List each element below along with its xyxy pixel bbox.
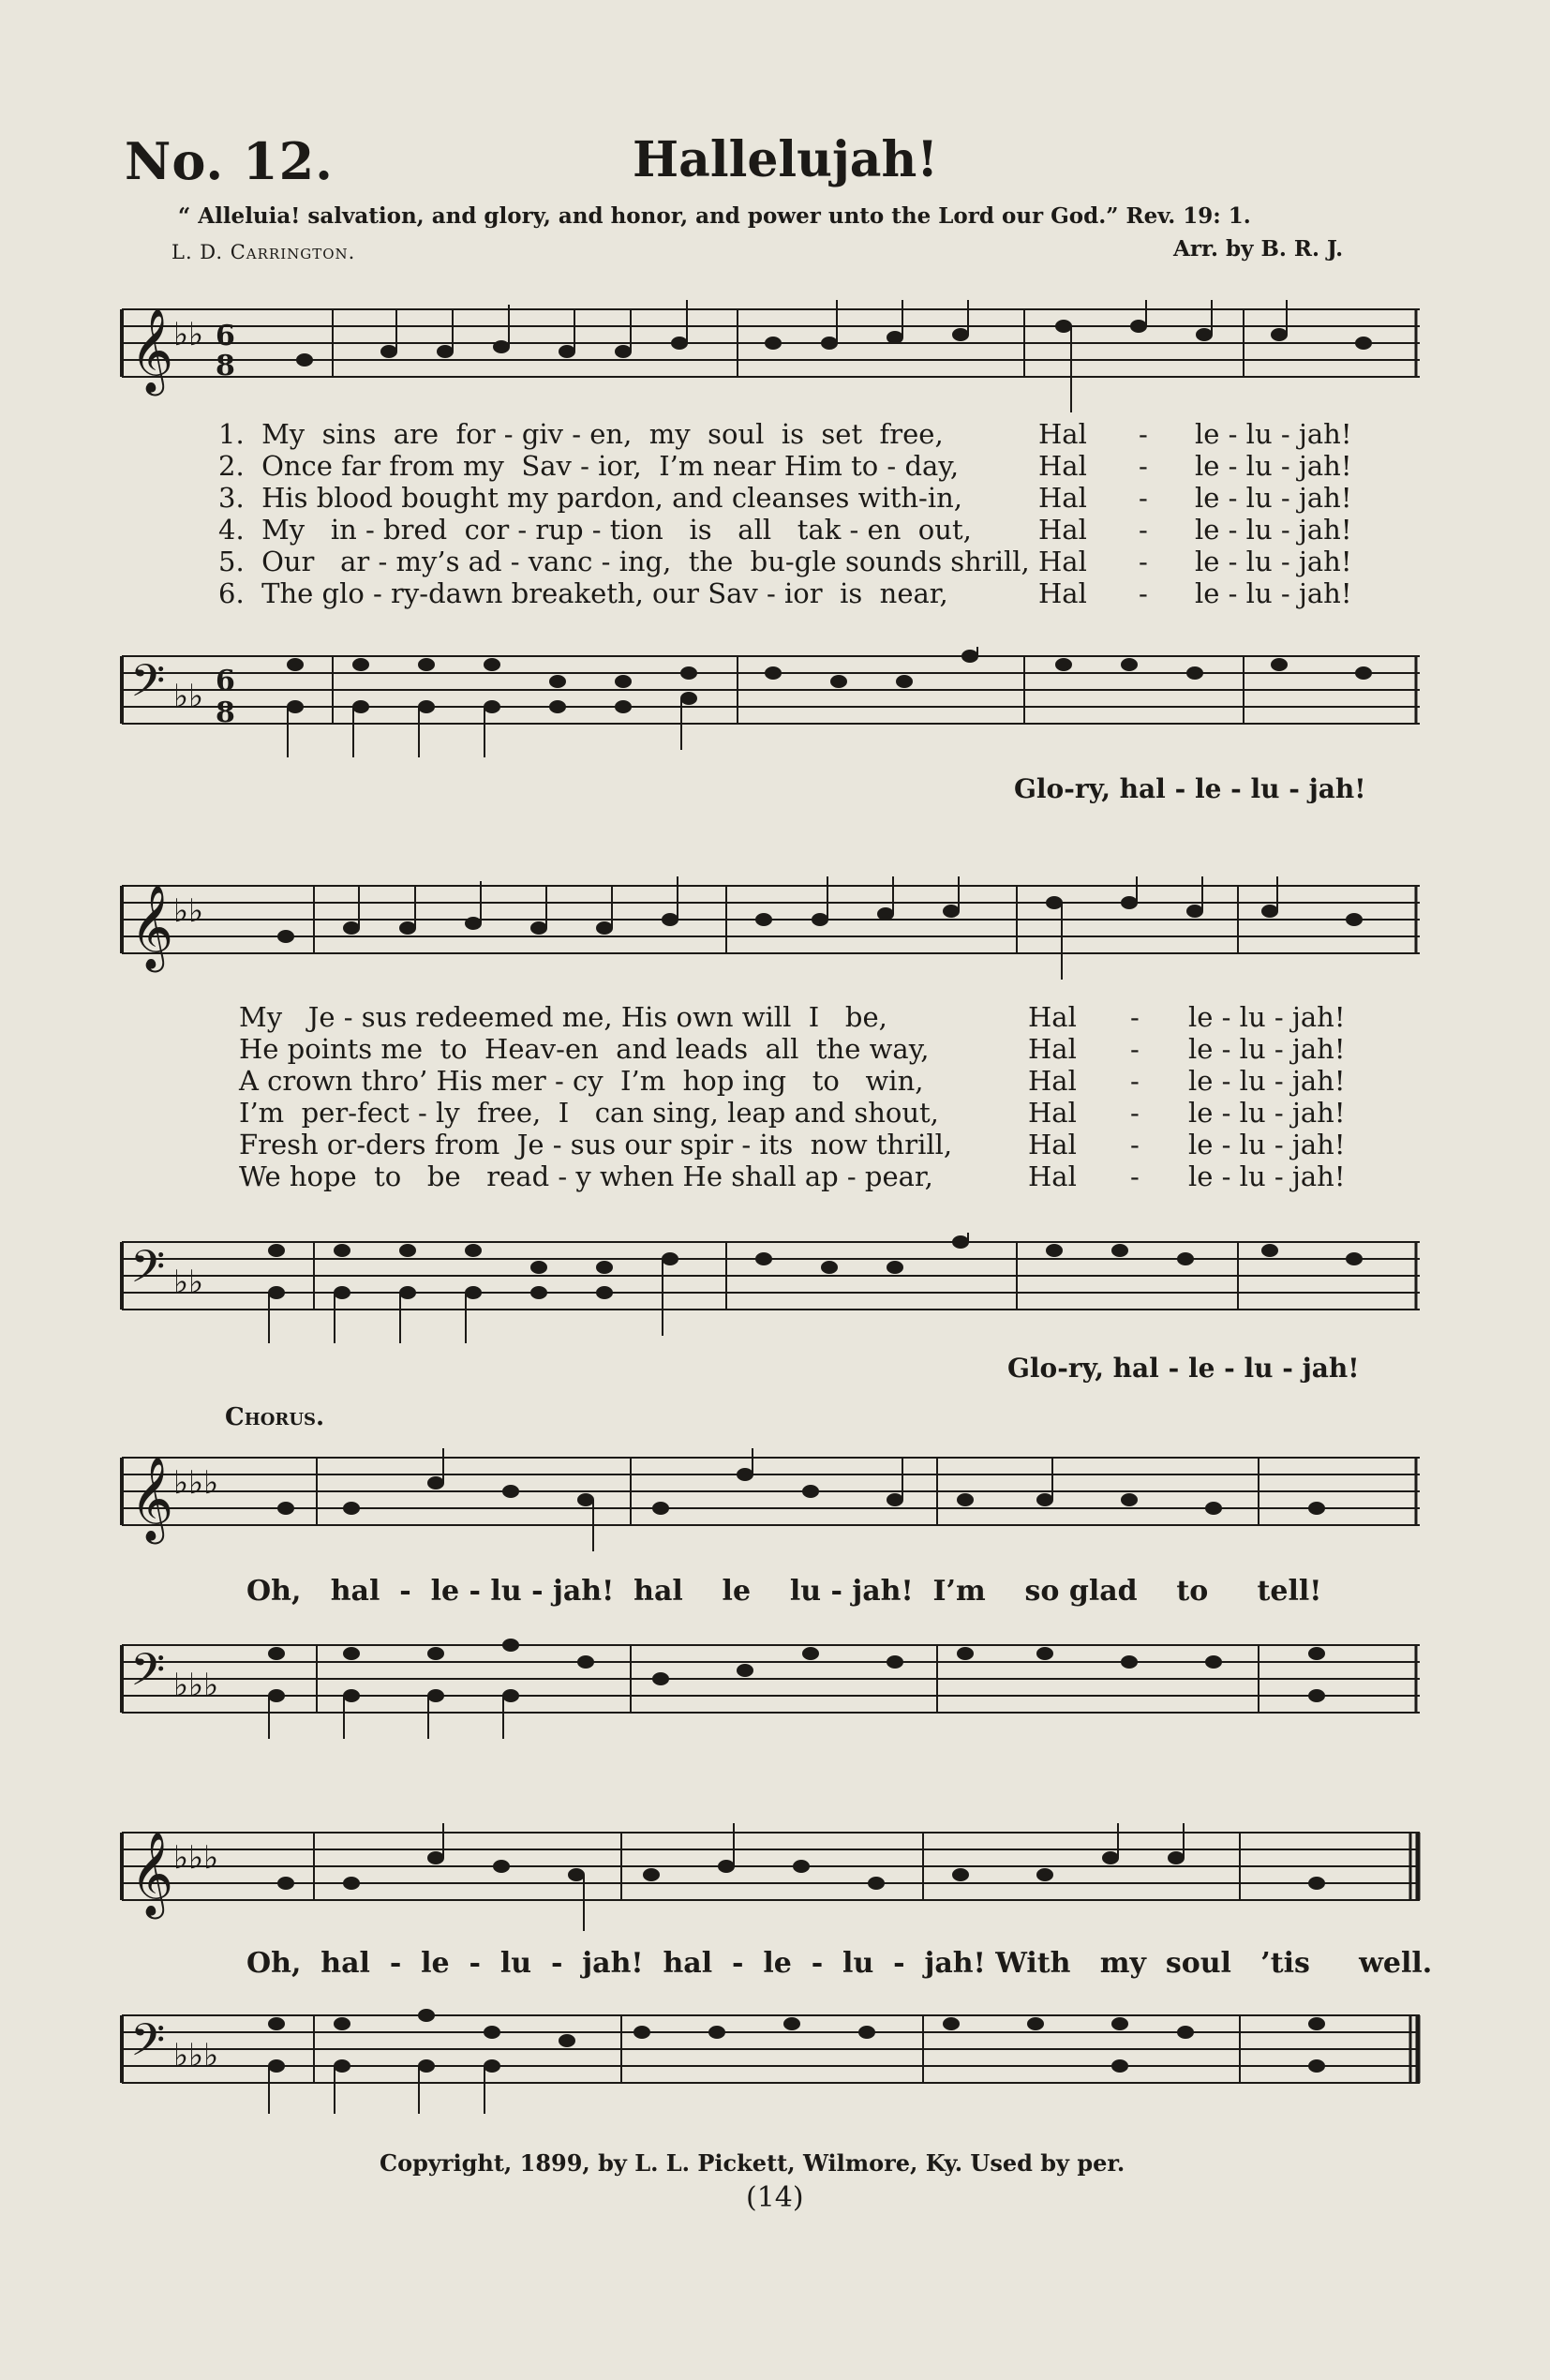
hyphen-4: - (1139, 514, 1148, 546)
hymn-title: Hallelujah! (633, 131, 939, 188)
treble-staff-chorus-1 (117, 1448, 1429, 1561)
hal-syllable-1: Hal (1038, 418, 1087, 450)
hal-syllable-6: Hal (1038, 577, 1087, 609)
svg-text:𝄢: 𝄢 (130, 2013, 166, 2077)
hal-syllable-5: Hal (1038, 546, 1087, 577)
copyright-notice: Copyright, 1899, by L. L. Pickett, Wilmore, Ky. Used by per. (380, 2149, 1125, 2177)
verse-4-line-b: I’m per-fect - ly free, I can sing, leap and shout, (239, 1097, 939, 1129)
lujah-5: le - lu - jah! (1195, 546, 1352, 577)
hal-syllable-b6: Hal (1028, 1160, 1077, 1192)
chorus-label: Chorus. (225, 1403, 325, 1431)
verse-2-line-a: 2. Once far from my Sav - ior, I’m near Him to - day, (218, 450, 960, 482)
hal-syllable-b2: Hal (1028, 1033, 1077, 1065)
verse-3-line-b: A crown thro’ His mer - cy I’m hop ing to win, (239, 1065, 924, 1097)
svg-text:♭♭: ♭♭ (173, 678, 204, 715)
hyphen-b5: - (1130, 1129, 1140, 1160)
page-number: (14) (746, 2181, 804, 2214)
svg-text:𝄢: 𝄢 (130, 1240, 166, 1304)
hyphen-b6: - (1130, 1160, 1140, 1192)
hyphen-1: - (1139, 418, 1148, 450)
treble-staff-system-1 (117, 300, 1429, 412)
author-credit: L. D. Carrington. (171, 241, 356, 263)
svg-text:𝄞: 𝄞 (130, 308, 174, 393)
hyphen-2: - (1139, 450, 1148, 482)
verse-1-line-a: 1. My sins are for - giv - en, my soul is set free, (218, 418, 944, 450)
bass-staff-chorus-1 (117, 1636, 1429, 1758)
bass-staff-chorus-2 (117, 2006, 1429, 2128)
lujah-4: le - lu - jah! (1195, 514, 1352, 546)
hymn-number: No. 12. (125, 131, 334, 191)
arranger-credit: Arr. by B. R. J. (1173, 236, 1344, 262)
hal-syllable-b3: Hal (1028, 1065, 1077, 1097)
lujah-b3: le - lu - jah! (1188, 1065, 1346, 1097)
svg-text:𝄞: 𝄞 (130, 1832, 174, 1916)
lujah-b2: le - lu - jah! (1188, 1033, 1346, 1065)
svg-text:𝄢: 𝄢 (130, 654, 166, 718)
hal-syllable-3: Hal (1038, 482, 1087, 514)
svg-text:♭♭♭: ♭♭♭ (173, 1464, 219, 1502)
chorus-lyric-line-2: Oh, hal - le - lu - jah! hal - le - lu - jah! With my soul ’tis well. (246, 1947, 1433, 1980)
bass-staff-system-2 (117, 1233, 1429, 1364)
svg-text:𝄞: 𝄞 (130, 885, 174, 969)
hyphen-b3: - (1130, 1065, 1140, 1097)
hyphen-b1: - (1130, 1001, 1140, 1033)
hyphen-6: - (1139, 577, 1148, 609)
svg-text:♭♭: ♭♭ (173, 316, 204, 353)
bass-staff-system-1 (117, 647, 1429, 778)
lujah-b1: le - lu - jah! (1188, 1001, 1346, 1033)
verse-5-line-a: 5. Our ar - my’s ad - vanc - ing, the bu-gle sounds shrill, (218, 546, 1030, 577)
hal-syllable-4: Hal (1038, 514, 1087, 546)
svg-text:8: 8 (216, 696, 235, 729)
lujah-3: le - lu - jah! (1195, 482, 1352, 514)
verse-1-line-b: My Je - sus redeemed me, His own will I be, (239, 1001, 887, 1033)
svg-text:♭♭♭: ♭♭♭ (173, 1839, 219, 1877)
hal-syllable-b4: Hal (1028, 1097, 1077, 1129)
hal-syllable-b5: Hal (1028, 1129, 1077, 1160)
svg-text:♭♭: ♭♭ (173, 1264, 204, 1301)
hyphen-b4: - (1130, 1097, 1140, 1129)
verse-6-line-a: 6. The glo - ry-dawn breaketh, our Sav - ior is near, (218, 577, 948, 609)
hyphen-5: - (1139, 546, 1148, 577)
verse-5-line-b: Fresh or-ders from Je - sus our spir - its now thrill, (239, 1129, 953, 1160)
lujah-b5: le - lu - jah! (1188, 1129, 1346, 1160)
hyphen-b2: - (1130, 1033, 1140, 1065)
svg-text:6: 6 (216, 320, 235, 352)
refrain-glory-2: Glo-ry, hal - le - lu - jah! (1007, 1353, 1360, 1384)
verse-2-line-b: He points me to Heav-en and leads all the way, (239, 1033, 930, 1065)
verse-6-line-b: We hope to be read - y when He shall ap - pear, (239, 1160, 933, 1192)
scripture-epigraph: “ Alleluia! salvation, and glory, and honor, and power unto the Lord our God.” Rev. 19: 1. (178, 203, 1251, 229)
svg-text:♭♭: ♭♭ (173, 892, 204, 930)
lujah-6: le - lu - jah! (1195, 577, 1352, 609)
treble-staff-system-2 (117, 876, 1429, 989)
svg-text:𝄢: 𝄢 (130, 1643, 166, 1707)
verse-3-line-a: 3. His blood bought my pardon, and cleanses with-in, (218, 482, 963, 514)
lujah-b6: le - lu - jah! (1188, 1160, 1346, 1192)
svg-text:♭♭♭: ♭♭♭ (173, 1667, 219, 1704)
svg-text:6: 6 (216, 665, 235, 697)
hal-syllable-b1: Hal (1028, 1001, 1077, 1033)
lujah-1: le - lu - jah! (1195, 418, 1352, 450)
verse-4-line-a: 4. My in - bred cor - rup - tion is all tak - en out, (218, 514, 972, 546)
chorus-lyric-line-1: Oh, hal - le - lu - jah! hal le lu - jah! I’m so glad to tell! (246, 1575, 1322, 1608)
treble-staff-chorus-2 (117, 1823, 1429, 1945)
lujah-2: le - lu - jah! (1195, 450, 1352, 482)
refrain-glory-1: Glo-ry, hal - le - lu - jah! (1014, 773, 1366, 804)
hal-syllable-2: Hal (1038, 450, 1087, 482)
svg-text:𝄞: 𝄞 (130, 1457, 174, 1541)
hyphen-3: - (1139, 482, 1148, 514)
lujah-b4: le - lu - jah! (1188, 1097, 1346, 1129)
svg-text:♭♭♭: ♭♭♭ (173, 2037, 219, 2074)
svg-text:8: 8 (216, 350, 235, 382)
